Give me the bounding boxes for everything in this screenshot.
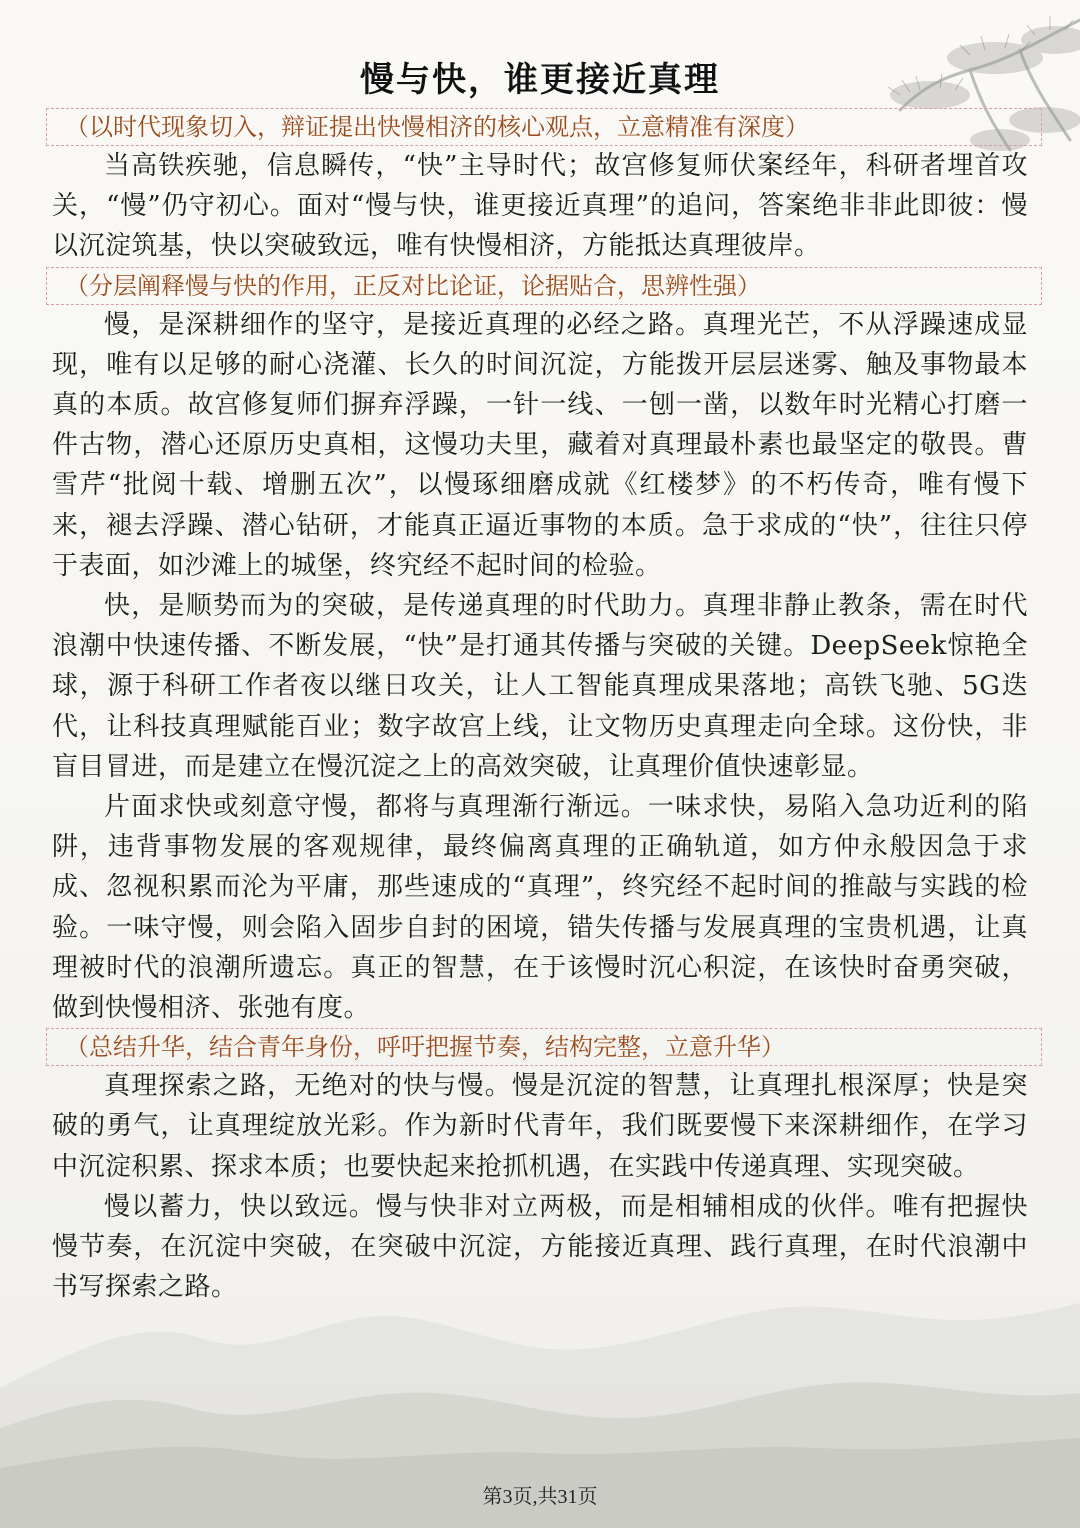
paragraph-5: 真理探索之路，无绝对的快与慢。慢是沉淀的智慧，让真理扎根深厚；快是突破的勇气，让真理绽放光彩。作为新时代青年，我们既要慢下来深耕细作，在学习中沉淀积累、探求本质；也要快起来抢抓机遇，在实践中传递真理、实现突破。: [52, 1071, 1028, 1182]
article-title: 慢与快，谁更接近真理: [360, 60, 720, 100]
paragraph-4: 片面求快或刻意守慢，都将与真理渐行渐远。一味求快，易陷入急功近利的陷阱，违背事物发展的客观规律，最终偏离真理的正确轨道，如方仲永般因急于求成、忽视积累而沦为平庸，那些速成的“真理”，终究经不起时间的推敲与实践的检验。一味守慢，则会陷入固步自封的困境，错失传播与发展真理的宝贵机遇，让真理被时代的浪潮所遗忘。真正的智慧，在于该慢时沉心积淀，在该快时奋勇突破，做到快慢相济、张弛有度。: [52, 792, 1028, 1024]
annotation-body: （分层阐释慢与快的作用，正反对比论证，论据贴合，思辨性强）: [46, 267, 1042, 305]
page-number: 第3页,共31页: [482, 1486, 598, 1508]
paragraph-2: 慢，是深耕细作的坚守，是接近真理的必经之路。真理光芒，不从浮躁速成显现，唯有以足够的耐心浇灌、长久的时间沉淀，方能拨开层层迷雾、触及事物最本真的本质。故宫修复师们摒弃浮躁，一针一线、一刨一凿，以数年时光精心打磨一件古物，潜心还原历史真相，这慢功夫里，藏着对真理最朴素也最坚定的敬畏。曹雪芹“批阅十载、增删五次”，以慢琢细磨成就《红楼梦》的不朽传奇，唯有慢下来，褪去浮躁、潜心钻研，才能真正逼近事物的本质。急于求成的“快”，往往只停于表面，如沙滩上的城堡，终究经不起时间的检验。: [52, 309, 1028, 581]
paragraph-6: 慢以蓄力，快以致远。慢与快非对立两极，而是相辅相成的伙伴。唯有把握快慢节奏，在沉淀中突破，在突破中沉淀，方能接近真理、践行真理，在时代浪潮中书写探索之路。: [52, 1191, 1028, 1303]
annotation-intro: （以时代现象切入，辩证提出快慢相济的核心观点，立意精准有深度）: [46, 108, 1042, 146]
article-body: [52, 108, 1028, 1307]
paragraph-1: 当高铁疾驰，信息瞬传，“快”主导时代；故宫修复师伏案经年，科研者埋首攻关，“慢”仍守初心。面对“慢与快，谁更接近真理”的追问，答案绝非非此即彼：慢以沉淀筑基，快以突破致远，唯有快慢相济，方能抵达真理彼岸。: [52, 151, 1028, 262]
paragraph-3: 快，是顺势而为的突破，是传递真理的时代助力。真理非静止教条，需在时代浪潮中快速传播、不断发展，“快”是打通其传播与突破的关键。DeepSeek惊艳全球，源于科研工作者夜以继日攻关，让人工智能真理成果落地；高铁飞驰、5G迭代，让科技真理赋能百业；数字故宫上线，让文物历史真理走向全球。这份快，非盲目冒进，而是建立在慢沉淀之上的高效突破，让真理价值快速彰显。: [52, 591, 1029, 782]
annotation-conclusion: （总结升华，结合青年身份，呼吁把握节奏，结构完整，立意升华）: [46, 1028, 1042, 1066]
